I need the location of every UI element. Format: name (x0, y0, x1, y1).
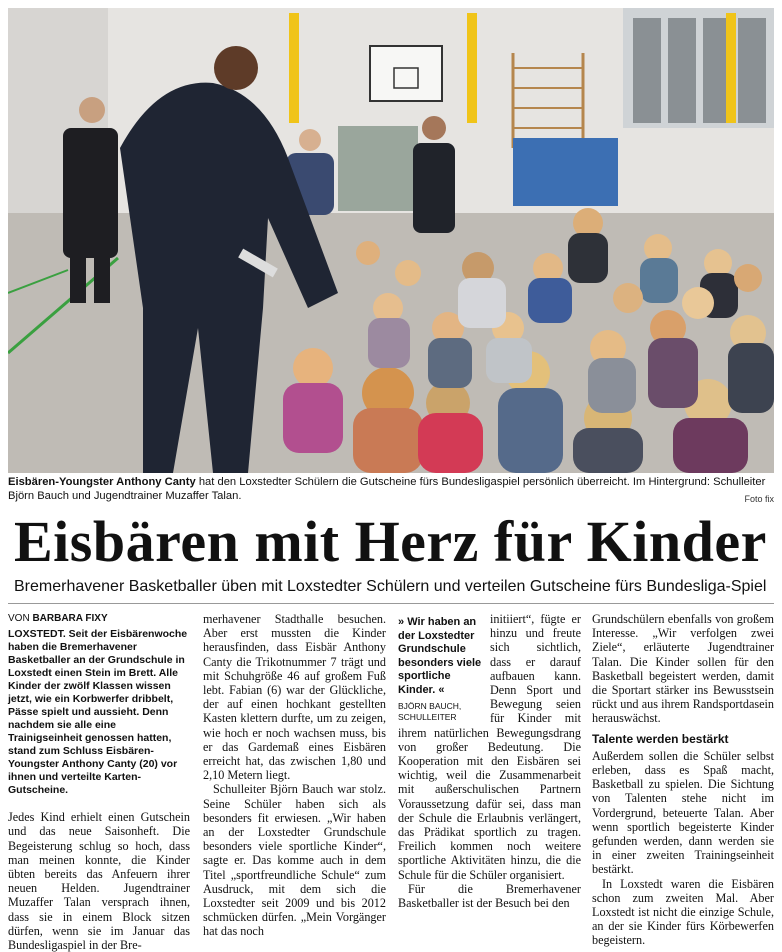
subheadline: Bremerhavener Basketballer üben mit Loxstedter Schülern und verteilen Gutscheine fürs Bundesliga-Spiel (14, 578, 767, 595)
body-paragraph: Schulleiter Björn Bauch war stolz. Seine Schüler haben sich als besonders fit erwiesen. „Wir haben an der Loxstedter Grundschule besonders viele sportliche Kinder“, sagte er. Das komme auch in dem Titel „sportfreundliche Schule“ zum Ausdruck, mit dem sich die Loxstedter seit 2009 und bis 2012 schmücken dürfen. „Mein Vorgänger hat das noch (203, 782, 386, 939)
caption-bold: Eisbären-Youngster Anthony Canty (8, 476, 196, 488)
divider (8, 603, 774, 604)
headline: Eisbären mit Herz für Kinder (14, 509, 767, 574)
article-column-4 (592, 612, 774, 948)
body-text: initiiert“, fügte er hinzu und freute sich sichtlich, dass er darauf aufbauen kann. Denn Sport und Bewegung seien für Kinder mit ihrem natürlichen Bewegungsdrang von großer Bedeutung. Die Kooperation mit den Eisbären sei wichtig, weil die Zusammenarbeit mit außerschulischen Partnern Voraussetzung dafür sei, dass man der Schule die Erlaubnis verlängert, das Prädikat sportlich zu tragen. Freilich kommen noch weitere sportliche Aktivitäten hinzu, die die Schule für die Schüler organisiert. (398, 612, 581, 882)
photo-caption (8, 475, 774, 503)
section-subheading: Talente werden bestärkt (592, 731, 729, 746)
body-paragraph: Jedes Kind erhielt einen Gutschein und das neue Saisonheft. Die Begeisterung schlug so hoch, dass man meinen konnte, die Kinder übten bereits das Anfeuern ihrer neuen Helden. Jugendtrainer Muzaffer Talan versprach ihnen, dass sie in einem Block sitzen dürfen, wenn sie im Januar das Bundesligaspiel in der Bre- (8, 810, 190, 952)
caption-text: hat den Loxstedter Schülern die Gutscheine fürs Bundesligaspiel persönlich überreicht. Im Hintergrund: Schulleiter Björn Bauch und Jugendtrainer Muzaffer Talan. (8, 476, 766, 502)
quote-source: BJÖRN BAUCH, SCHULLEITER (398, 701, 462, 722)
body-paragraph (398, 612, 581, 882)
body-paragraph: merhavener Stadthalle besuchen. Aber erst mussten die Kinder herausfinden, dass Eisbär Anthony Canty die Trikotnummer 7 trägt und mit Schuhgröße 46 auf großem Fuß lebt. Fabian (6) war der Glückliche, der auf einen hochkant gestellten Kasten klettern durfte, um zu zeigen, wie hoch er noch wachsen muss, bis er das Gardemaß eines Eisbären erreicht hat, das zwischen 1,80 und 2,10 Metern liegt. (203, 612, 386, 783)
photo-credit: Foto fix (744, 494, 774, 504)
quote-text: Wir haben an der Loxstedter Grundschule besonders viele sportliche Kinder. (398, 616, 482, 696)
lead-paragraph: LOXSTEDT. Seit der Eisbärenwoche haben die Bremerhavener Basketballer an der Grundschule in Loxstedt einen Stein im Brett. Alle Kinder der zwölf Klassen wissen jetzt, wie ein Korbwerfer dribbelt, Pässe spielt und aussieht. Denn nachdem sie alle eine Trainigseinheit genossen hatten, stand zum Schluss Eisbären-Youngster Anthony Canty (20) vor ihnen und verteilte Karten-Gutscheine. (8, 628, 188, 797)
body-paragraph: Grundschülern ebenfalls von großem Interesse. „Wir verfolgen zwei Ziele“, erläuterte Jugendtrainer Talan. Die Kinder sollen für den Basketball begeistert werden, damit die Sportart stärker ins Bewusstsein rückt und aus ihrem Randsportdasein herauswächst. (592, 612, 774, 726)
body-paragraph: In Loxstedt waren die Eisbären schon zum zweiten Mal. Aber Loxstedt ist nicht die einzige Schule, an der sie Kinder fürs Körbewerfen begeistern. (592, 876, 774, 948)
pull-quote (398, 616, 482, 723)
article-column-1 (8, 612, 190, 952)
body-paragraph: Außerdem sollen die Schüler selbst erleben, dass es Spaß macht, Basketball zu spielen. Die Sichtung von Talenten stehe nicht im Vordergrund, beteuerte Talan. Aber wenn sportlich begeisterte Kinder gefunden werden, dann werden sie in einer zweiten Trainingseinheit bestärkt. (592, 748, 774, 877)
article-column-2 (203, 612, 386, 939)
byline (8, 612, 190, 626)
byline-prefix: VON (8, 613, 33, 624)
byline-author: BARBARA FIXY (32, 613, 108, 624)
gym-scene-illustration (8, 8, 774, 473)
body-paragraph: Für die Bremerhavener Basketballer ist der Besuch bei den (398, 881, 581, 911)
quote-close-mark: « (438, 683, 445, 696)
article-column-3 (398, 612, 581, 910)
article-photo (8, 8, 774, 473)
quote-open-mark: » (398, 616, 405, 628)
